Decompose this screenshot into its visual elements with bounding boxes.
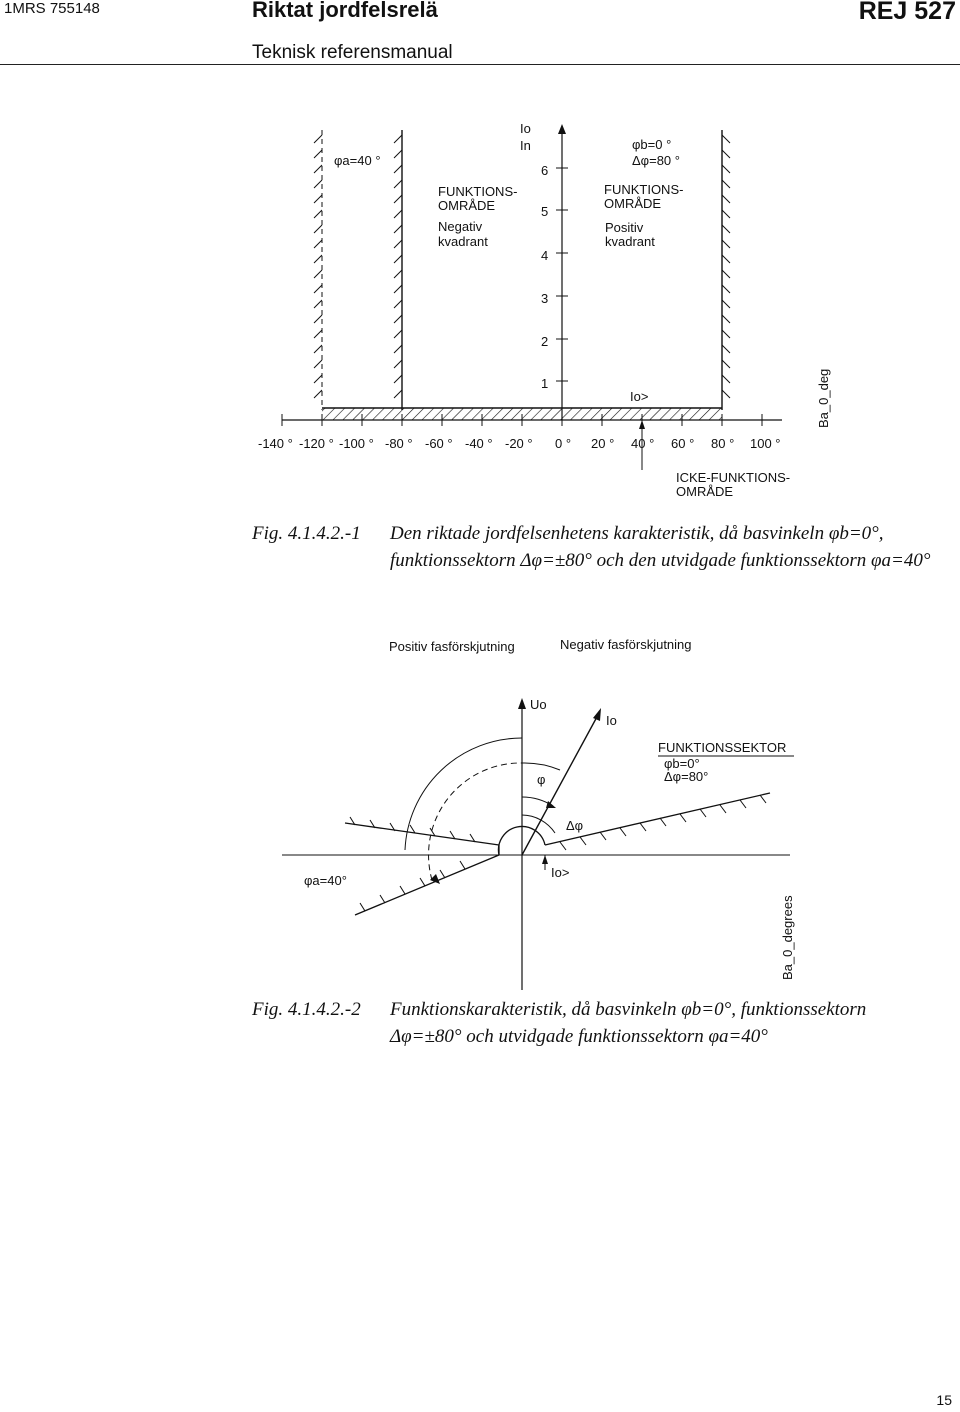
x-tick-label: -80 ° <box>385 436 413 451</box>
non-area-label: OMRÅDE <box>676 484 734 499</box>
non-area-label: ICKE-FUNKTIONS- <box>676 470 791 485</box>
figure-code: Ba_0_deg <box>816 368 831 428</box>
uo-label: Uo <box>530 697 547 712</box>
y-tick-label: 1 <box>541 376 549 391</box>
threshold-label: Io> <box>551 865 570 880</box>
uo-arrow-icon <box>518 698 526 709</box>
sector-phi-b: φb=0° <box>664 756 700 771</box>
y-tick-label: 6 <box>541 163 549 178</box>
threshold-label: Io> <box>630 389 649 404</box>
right-area-label: FUNKTIONS- <box>604 182 684 197</box>
sector-arc-top <box>522 763 560 770</box>
left-quadrant-label: Negativ <box>438 219 483 234</box>
caption-text: Funktionskarakteristik, då basvinkeln φb=0°, funktionssektorn Δφ=±80° och utvidgade funktionssektorn φa=40° <box>390 999 867 1047</box>
page-number: 15 <box>936 1392 952 1408</box>
x-tick-label: 0 ° <box>555 436 572 451</box>
caption-number: Fig. 4.1.4.2.-2 <box>252 999 361 1020</box>
positive-shift-label: Positiv fasförskjutning <box>389 639 515 654</box>
y-tick-label: 4 <box>541 248 549 263</box>
y-tick-label: 5 <box>541 204 549 219</box>
document-title: Riktat jordfelsrelä <box>252 0 438 22</box>
y-label-top: Io <box>520 121 531 136</box>
left-area-label: OMRÅDE <box>438 198 496 213</box>
x-tick-label: 20 ° <box>591 436 615 451</box>
sector-title: FUNKTIONSSEKTOR <box>658 740 787 755</box>
x-tick-label: 40 ° <box>631 436 655 451</box>
phi-a-label: φa=40° <box>304 873 347 888</box>
phi-label: φ <box>537 772 546 787</box>
figure-2-caption <box>252 996 942 1056</box>
x-tick-label: -20 ° <box>505 436 533 451</box>
phi-b-label: φb=0 ° <box>632 137 672 152</box>
y-tick-label: 3 <box>541 291 549 306</box>
left-quadrant-label: kvadrant <box>438 234 488 249</box>
x-tick-label: 80 ° <box>711 436 735 451</box>
extended-sector-boundary <box>355 855 499 915</box>
document-subtitle: Teknisk referensmanual <box>252 42 453 63</box>
y-tick-label: 2 <box>541 334 549 349</box>
product-code: REJ 527 <box>858 0 956 25</box>
right-quadrant-label: Positiv <box>605 220 644 235</box>
right-quadrant-label: kvadrant <box>605 234 655 249</box>
caption-number: Fig. 4.1.4.2.-1 <box>252 523 361 544</box>
x-tick-label: -140 ° <box>258 436 293 451</box>
y-label-bottom: In <box>520 138 531 153</box>
delta-phi-small-label: Δφ <box>566 818 584 833</box>
x-tick-label: 60 ° <box>671 436 695 451</box>
delta-phi-label: Δφ=80 ° <box>632 153 680 168</box>
positive-shift-arc <box>405 738 522 850</box>
phi-a-label: φa=40 ° <box>334 153 381 168</box>
x-tick-label: 100 ° <box>750 436 781 451</box>
threshold-arrow-icon <box>542 855 548 864</box>
left-area-label: FUNKTIONS- <box>438 184 518 199</box>
x-tick-label: -60 ° <box>425 436 453 451</box>
x-tick-label: -120 ° <box>299 436 334 451</box>
x-tick-label: -40 ° <box>465 436 493 451</box>
figure-code: Ba_0_degrees <box>780 895 795 980</box>
caption-text: Den riktade jordfelsenhetens karakteristik, då basvinkeln φb=0°, funktionssektorn Δφ=±80° och den utvidgade funktionssektorn φa=40° <box>390 523 931 571</box>
extended-sector-arc <box>429 763 522 880</box>
right-area-label: OMRÅDE <box>604 196 662 211</box>
io-vector <box>522 715 598 855</box>
io-arrow-icon <box>593 708 601 721</box>
io-label: Io <box>606 713 617 728</box>
sector-boundary-left <box>345 817 499 845</box>
negative-shift-label: Negativ fasförskjutning <box>560 637 692 652</box>
sector-delta-phi: Δφ=80° <box>664 769 709 784</box>
document-id: 1MRS 755148 <box>4 0 100 17</box>
x-tick-label: -100 ° <box>339 436 374 451</box>
